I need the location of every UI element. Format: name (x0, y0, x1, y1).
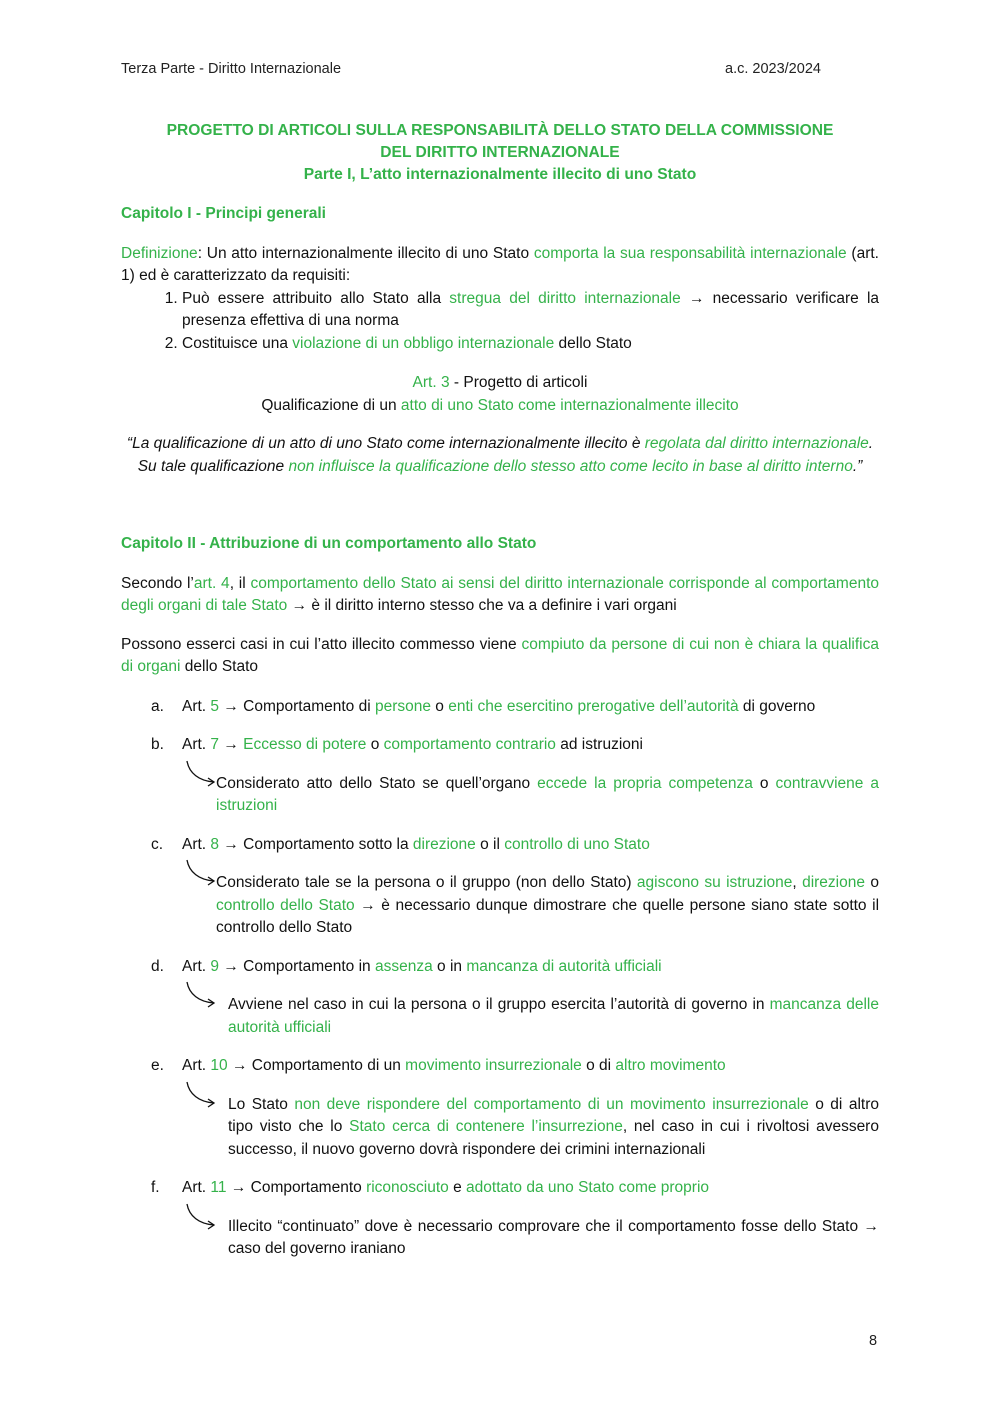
item-letter: d. (151, 957, 164, 975)
article-3-heading: Art. 3 - Progetto di articoli Qualificazione di un atto di uno Stato come internazionalmente illecito (261, 374, 739, 414)
article-8-item: c. Art. 8 → Comportamento sotto la direzione o il controllo di uno Stato (121, 834, 879, 857)
article-11-item: f. Art. 11 → Comportamento riconosciuto e adottato da uno Stato come proprio (121, 1177, 879, 1200)
curved-arrow-icon (185, 1202, 217, 1232)
list-item: 1. Può essere attribuito allo Stato alla stregua del diritto internazionale → necessario verificare la presenza effettiva di una norma (182, 288, 879, 333)
document-body (121, 120, 879, 1261)
curved-arrow-icon (185, 858, 217, 888)
header-course-title: Terza Parte - Diritto Internazionale (121, 61, 342, 77)
article-3-quote: “La qualificazione di un atto di uno Stato come internazionalmente illecito è regolata dal diritto internazionale. Su tale qualificazione non influisce la qualificazione dello stesso atto come lecito in base al diritto interno.” (126, 435, 874, 475)
header-academic-year: a.c. 2023/2024 (725, 61, 821, 77)
article-9-item: d. Art. 9 → Comportamento in assenza o in mancanza di autorità ufficiali (121, 956, 879, 979)
article-10-explanation: Lo Stato non deve rispondere del comportamento di un movimento insurrezionale o di altro tipo visto che lo Stato cerca di contenere l’insurrezione, nel caso in cui i rivoltosi avessero successo, il nuovo governo dovrà rispondere dei crimini internazionali (121, 1094, 879, 1162)
item-letter: a. (151, 697, 164, 715)
definition-paragraph: Definizione: Un atto internazionalmente illecito di uno Stato comporta la sua responsabilità internazionale (art. 1) ed è caratterizzato da requisiti: (121, 244, 879, 284)
chapter-2-heading: Capitolo II - Attribuzione di un comportamento allo Stato (121, 535, 537, 552)
document-title (121, 120, 879, 186)
curved-arrow-icon (185, 759, 217, 789)
article-10-item: e. Art. 10 → Comportamento di un movimento insurrezionale o di altro movimento (121, 1055, 879, 1078)
title-line-2: DEL DIRITTO INTERNAZIONALE (380, 144, 620, 161)
item-letter: c. (151, 835, 164, 853)
curved-arrow-icon (185, 1080, 217, 1110)
article-9-explanation: Avviene nel caso in cui la persona o il gruppo esercita l’autorità di governo in mancanza delle autorità ufficiali (121, 994, 879, 1039)
page-number: 8 (869, 1333, 878, 1349)
item-letter: f. (151, 1179, 160, 1196)
item-letter: e. (151, 1057, 164, 1074)
chapter-1-heading: Capitolo I - Principi generali (121, 205, 326, 222)
list-item: 2. Costituisce una violazione di un obbligo internazionale dello Stato (182, 333, 879, 356)
title-line-1: PROGETTO DI ARTICOLI SULLA RESPONSABILITÀ DELLO STATO DELLA COMMISSIONE (166, 122, 834, 139)
requirements-list (121, 288, 879, 356)
article-5-item: a. Art. 5 → Comportamento di persone o enti che esercitino prerogative dell’autorità di governo (121, 696, 879, 719)
article-4-paragraph: Secondo l’art. 4, il comportamento dello Stato ai sensi del diritto internazionale corrisponde al comportamento degli organi di tale Stato → è il diritto interno stesso che va a definire i vari organi (121, 574, 880, 614)
organs-paragraph: Possono esserci casi in cui l’atto illecito commesso viene compiuto da persone di cui non è chiara la qualifica di organi dello Stato (121, 635, 879, 675)
article-7-explanation: Considerato atto dello Stato se quell’organo eccede la propria competenza o contravviene a istruzioni (121, 773, 879, 818)
item-letter: b. (151, 736, 164, 753)
title-line-3: Parte I, L’atto internazionalmente illecito di uno Stato (303, 166, 697, 183)
article-7-item: b. Art. 7 → Eccesso di potere o comportamento contrario ad istruzioni (121, 734, 879, 757)
definition-term: Definizione (121, 244, 198, 262)
article-11-explanation: Illecito “continuato” dove è necessario comprovare che il comportamento fosse dello Stato → caso del governo iraniano (121, 1216, 879, 1261)
article-8-explanation: Considerato tale se la persona o il gruppo (non dello Stato) agiscono su istruzione, direzione o controllo dello Stato → è necessario dunque dimostrare che quelle persone siano state sotto il controllo dello Stato (121, 872, 879, 940)
curved-arrow-icon (185, 980, 217, 1010)
